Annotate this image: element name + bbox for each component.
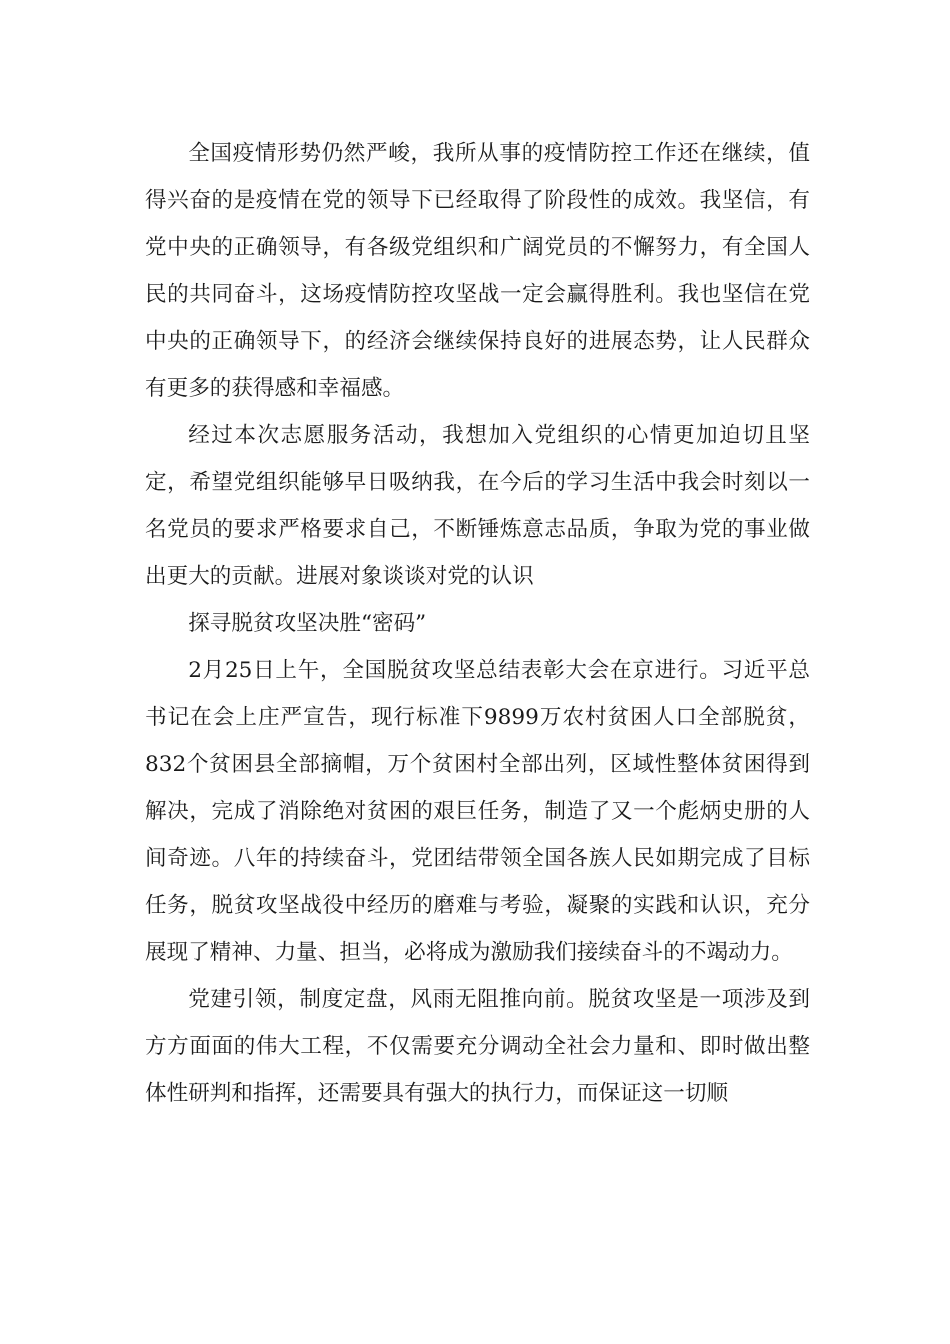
- section-heading: 探寻脱贫攻坚决胜“密码”: [188, 611, 427, 636]
- paragraph-poverty-conference: 2月25日上午，全国脱贫攻坚总结表彰大会在京进行。习近平总书记在会上庄严宣告，现行标准下9899万农村贫困人口全部脱贫，832个贫困县全部摘帽，万个贫困村全部出列，区域性整体贫困得到解决，完成了消除绝对贫困的艰巨任务，制造了又一个彪炳史册的人间奇迹。八年的持续奋斗，党团结带领全国各族人民如期完成了目标任务，脱贫攻坚战役中经历的磨难与考验，凝聚的实践和认识，充分展现了精神、力量、担当，必将成为激励我们接续奋斗的不竭动力。: [145, 658, 810, 965]
- document-body: [145, 130, 810, 1117]
- paragraph-party-building: 党建引领，制度定盘，风雨无阻推向前。脱贫攻坚是一项涉及到方方面面的伟大工程，不仅需要充分调动全社会力量和、即时做出整体性研判和指挥，还需要具有强大的执行力，而保证这一切顺: [145, 987, 810, 1106]
- paragraph-epidemic: 全国疫情形势仍然严峻，我所从事的疫情防控工作还在继续，值得兴奋的是疫情在党的领导下已经取得了阶段性的成效。我坚信，有党中央的正确领导，有各级党组织和广阔党员的不懈努力，有全国人民的共同奋斗，这场疫情防控攻坚战一定会赢得胜利。我也坚信在党中央的正确领导下，的经济会继续保持良好的进展态势，让人民群众有更多的获得感和幸福感。: [145, 141, 810, 401]
- paragraph-volunteer: 经过本次志愿服务活动，我想加入党组织的心情更加迫切且坚定，希望党组织能够早日吸纳我，在今后的学习生活中我会时刻以一名党员的要求严格要求自己，不断锤炼意志品质，争取为党的事业做出更大的贡献。进展对象谈谈对党的认识: [145, 423, 810, 589]
